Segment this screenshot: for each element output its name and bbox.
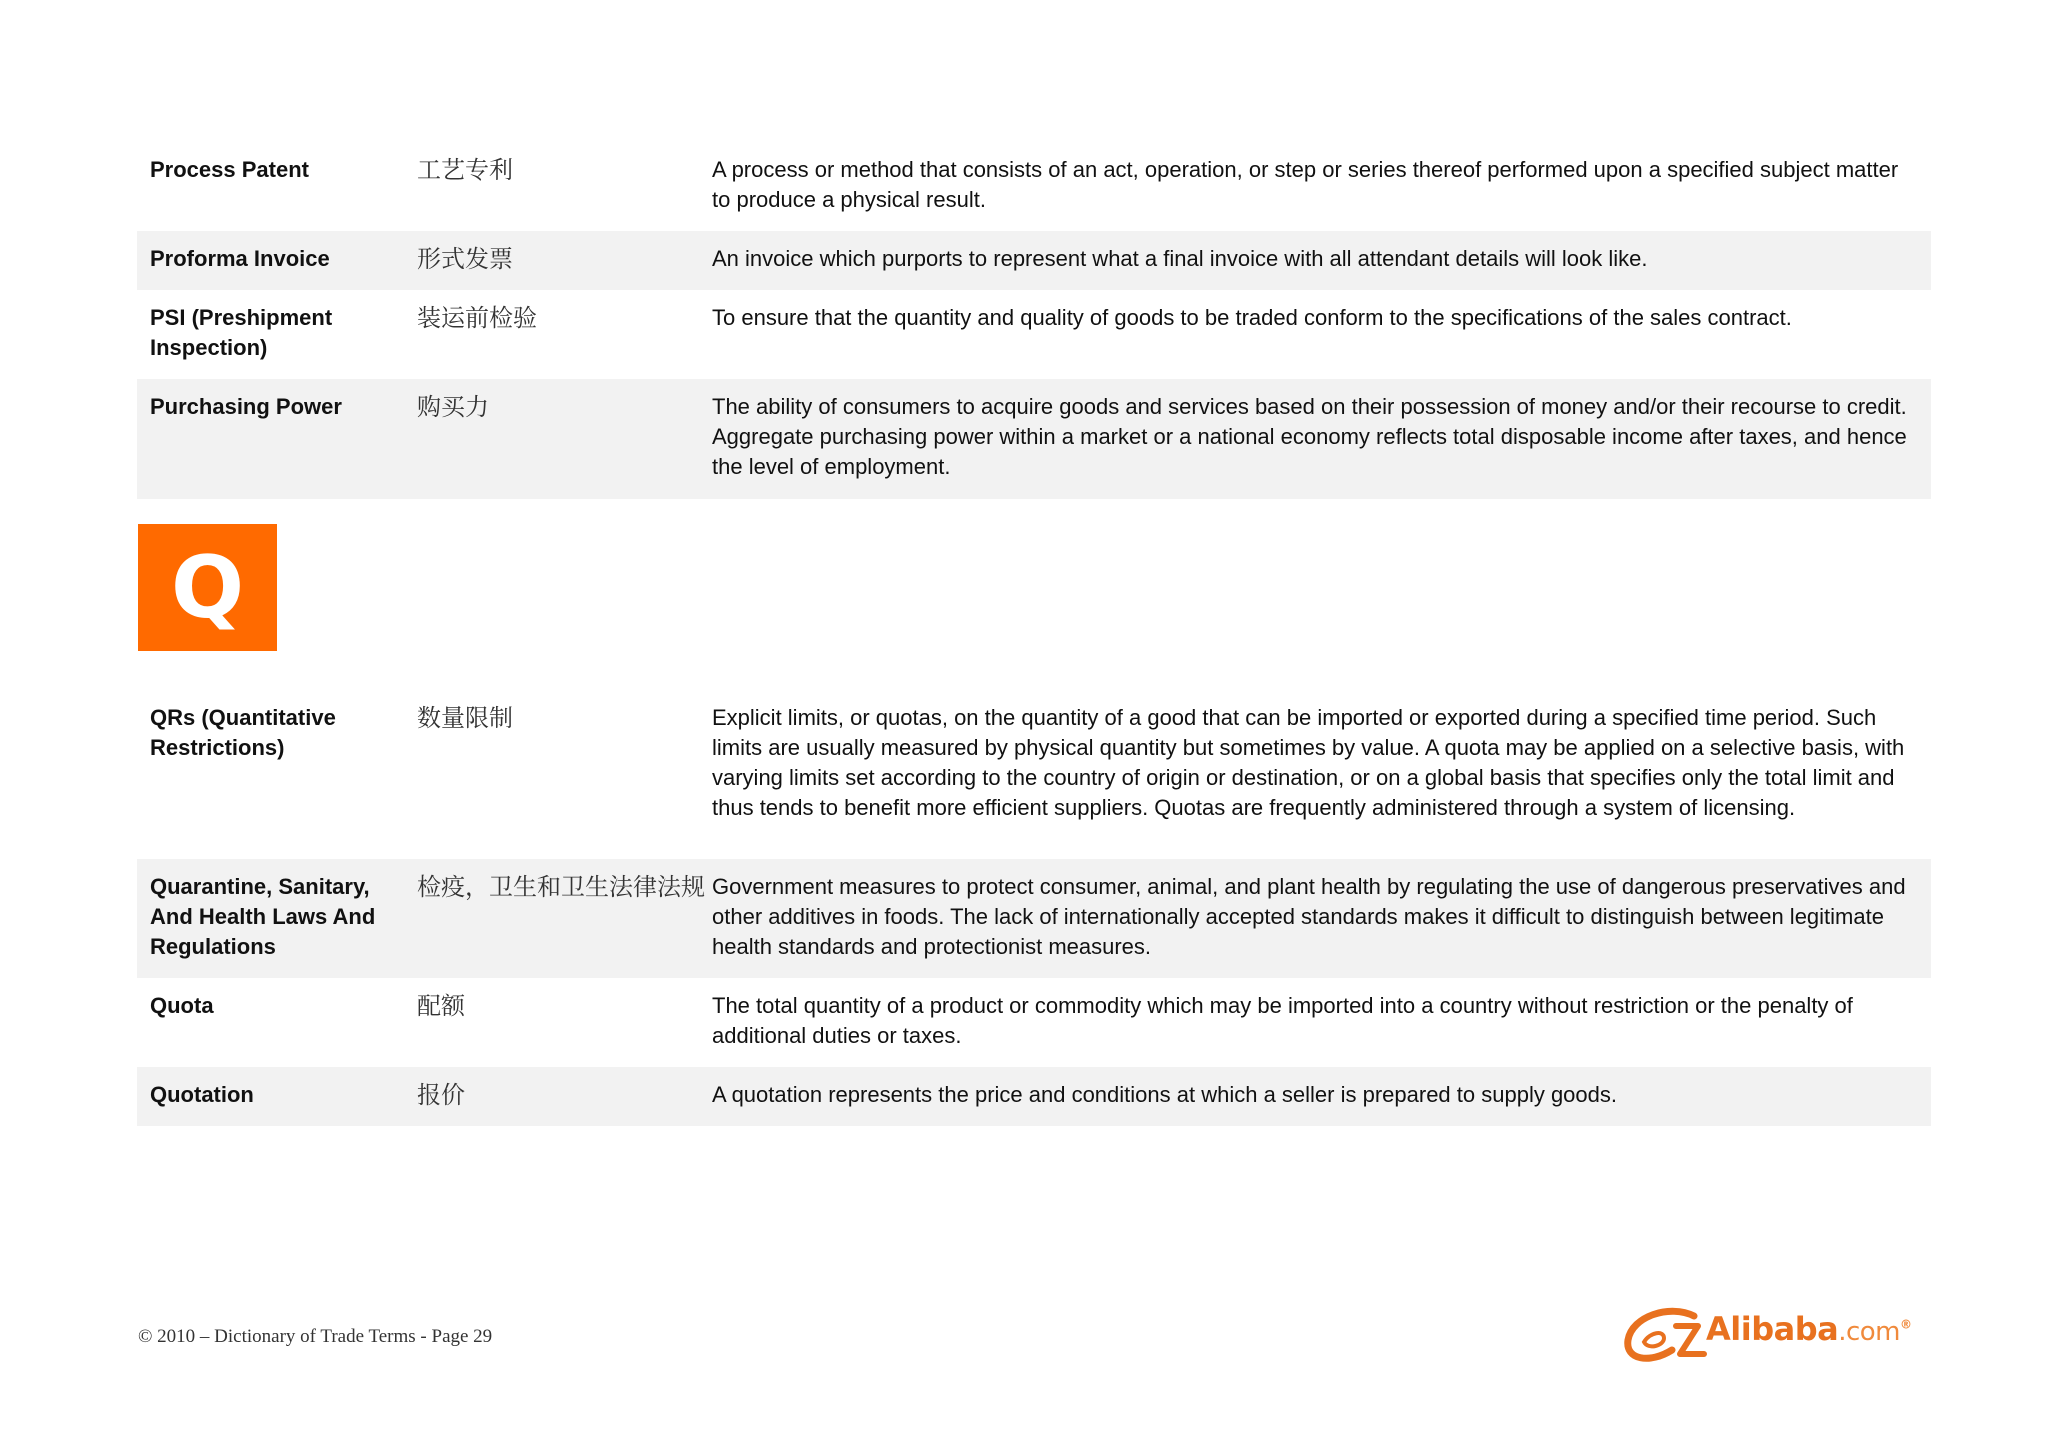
logo-tld: .com [1838, 1317, 1900, 1347]
term: Quotation [150, 1082, 254, 1107]
chinese-term: 购买力 [417, 393, 489, 421]
section-letter: Q [170, 537, 245, 638]
alibaba-wordmark [1706, 1310, 1912, 1348]
definition: A process or method that consists of an act, operation, or step or series thereof performed upon a specified subject matter to produce a physical result. [712, 157, 1899, 212]
table-row [137, 859, 1931, 978]
definition: The ability of consumers to acquire goods and services based on their possession of money and/or their recourse to credit. Aggregate purchasing power within a market or a national economy reflects total disposable income after taxes, and hence the level of employment. [712, 394, 1907, 479]
glossary-table-q [137, 690, 1931, 1126]
term: PSI (Preshipment Inspection) [150, 305, 333, 360]
chinese-term: 报价 [417, 1081, 465, 1109]
alibaba-swoosh-icon [1620, 1302, 1710, 1372]
table-row [137, 690, 1931, 859]
definition: Government measures to protect consumer, animal, and plant health by regulating the use of dangerous preservatives and other additives in foods. The lack of internationally accepted standards makes it difficult to distinguish between legitimate health standards and protectionist measures. [712, 874, 1906, 959]
definition: Explicit limits, or quotas, on the quantity of a good that can be imported or exported during a specified time period. Such limits are usually measured by physical quantity but sometimes by value. A quota may be applied on a selective basis, with varying limits set according to the country of origin or destination, or on a global basis that specifies only the total limit and thus tends to benefit more efficient suppliers. Quotas are frequently administered through a system of licensing. [712, 705, 1905, 820]
chinese-term: 检疫，卫生和卫生法律法规 [417, 873, 705, 901]
alibaba-logo [1620, 1302, 1920, 1372]
glossary-table-p [137, 142, 1931, 499]
chinese-term: 配额 [417, 992, 465, 1020]
definition: A quotation represents the price and conditions at which a seller is prepared to supply goods. [712, 1082, 1617, 1107]
definition: The total quantity of a product or commodity which may be imported into a country without restriction or the penalty of additional duties or taxes. [712, 993, 1853, 1048]
chinese-term: 工艺专利 [417, 156, 513, 184]
term: Process Patent [150, 157, 309, 182]
table-row [137, 142, 1931, 231]
chinese-term: 数量限制 [417, 704, 513, 732]
term: Proforma Invoice [150, 246, 330, 271]
logo-brand: Alibaba [1706, 1310, 1839, 1348]
footer-page-info: © 2010 – Dictionary of Trade Terms - Page 29 [138, 1326, 493, 1347]
term: QRs (Quantitative Restrictions) [150, 705, 336, 760]
term: Quarantine, Sanitary, And Health Laws And Regulations [150, 874, 376, 959]
table-row [137, 379, 1931, 499]
chinese-term: 装运前检验 [417, 304, 537, 332]
definition: To ensure that the quantity and quality of goods to be traded conform to the specifications of the sales contract. [712, 305, 1792, 330]
table-row [137, 231, 1931, 290]
term: Quota [150, 993, 214, 1018]
term: Purchasing Power [150, 394, 342, 419]
definition: An invoice which purports to represent what a final invoice with all attendant details will look like. [712, 246, 1648, 271]
chinese-term: 形式发票 [417, 245, 513, 273]
table-row [137, 1067, 1931, 1126]
table-row [137, 978, 1931, 1067]
table-row [137, 290, 1931, 379]
section-letter-badge [138, 524, 277, 651]
logo-registered: ® [1900, 1317, 1912, 1332]
